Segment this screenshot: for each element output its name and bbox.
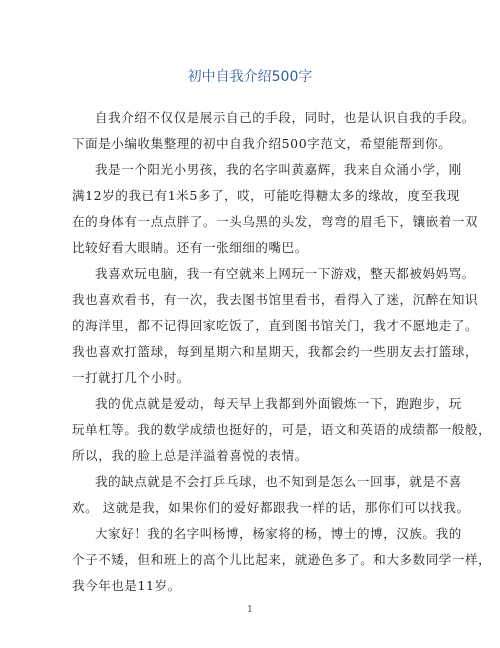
page-number: 1 <box>247 605 253 615</box>
paragraph-line: 我也喜欢看书，有一次，我去图书馆里看书，看得入了迷，沉醉在知识 <box>72 292 479 307</box>
paragraph-line: 自我介绍不仅仅是展示自己的手段，同时，也是认识自我的手段。 <box>95 110 475 125</box>
paragraph-line: 下面是小编收集整理的初中自我介绍500字范文，希望能帮到你。 <box>72 136 452 151</box>
paragraph-line: 我的优点就是爱动，每天早上我都到外面锻炼一下，跑跑步，玩 <box>95 396 462 411</box>
page-title: 初中自我介绍500字 <box>187 69 313 85</box>
paragraph-line: 我今年也是11岁。 <box>72 578 181 593</box>
paragraph-line: 所以，我的脸上总是洋溢着喜悦的表情。 <box>72 448 308 463</box>
paragraph-line: 我是一个阳光小男孩，我的名字叫黄嘉辉，我来自众涌小学，刚 <box>95 162 462 177</box>
paragraph-line: 我也喜欢打篮球，每到星期六和星期天，我都会约一些朋友去打篮球， <box>72 344 479 359</box>
paragraph-line: 在的身体有一点点胖了。一头乌黑的头发，弯弯的眉毛下，镶嵌着一双 <box>72 214 479 229</box>
paragraph-line: 满12岁的我已有1米5多了，哎，可能吃得糖太多的缘故，度至我现 <box>72 188 460 203</box>
paragraph-line: 比较好看大眼睛。还有一张细细的嘴巴。 <box>72 240 308 255</box>
paragraph-line: 我的缺点就是不会打乒乓球，也不知到是怎么一回事，就是不喜 <box>95 474 462 489</box>
paragraph-line: 我喜欢玩电脑，我一有空就来上网玩一下游戏，整天都被妈妈骂。 <box>95 266 475 281</box>
paragraph-line: 个子不矮，但和班上的高个儿比起来，就逊色多了。和大多数同学一样， <box>72 552 492 567</box>
paragraph-line: 一打就打几个小时。 <box>72 370 190 385</box>
paragraph-line: 欢。 这就是我，如果你们的爱好都跟我一样的话，那你们可以找我。 <box>72 500 470 515</box>
paragraph-line: 玩单杠等。我的数学成绩也挺好的，可是，语文和英语的成绩都一般般， <box>72 422 492 437</box>
paragraph-line: 的海洋里，都不记得回家吃饭了，直到图书馆关门，我才不愿地走了。 <box>72 318 479 333</box>
paragraph-line: 大家好！我的名字叫杨博，杨家将的杨，博士的博，汉族。我的 <box>95 526 462 541</box>
